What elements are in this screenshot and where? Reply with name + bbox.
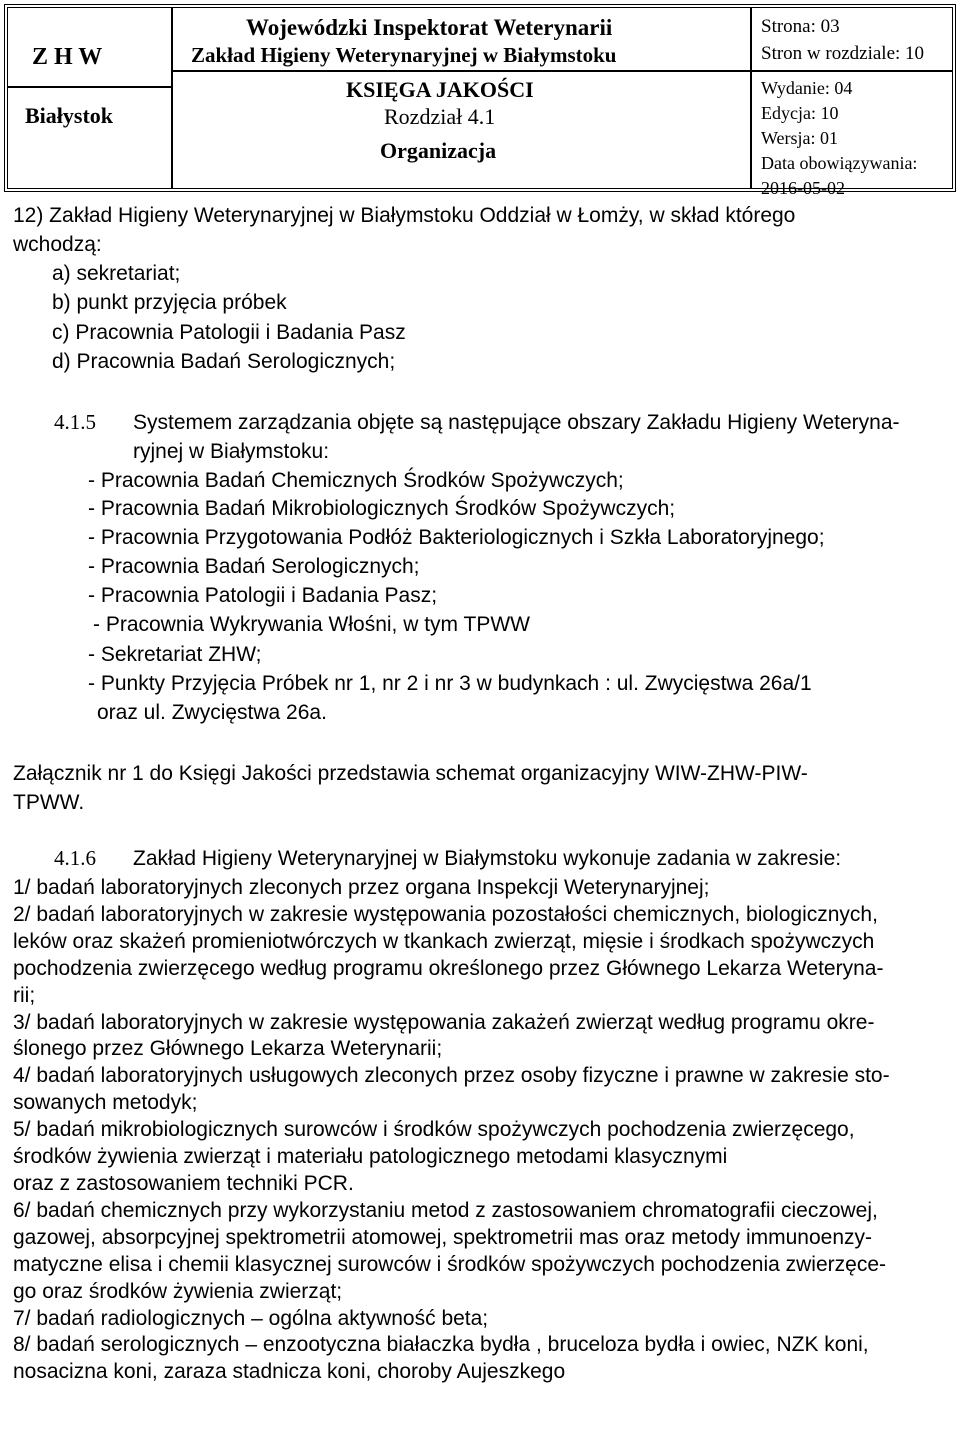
section416-body [13, 875, 946, 1386]
section415-line: ryjnej w Białymstoku: [133, 440, 330, 463]
paragraph-line: oraz z zastosowaniem techniki PCR. [13, 1171, 354, 1195]
list-item: c) Pracownia Patologii i Badania Pasz [52, 321, 406, 344]
list-item: - Pracownia Badań Mikrobiologicznych Środków Spożywczych; [88, 497, 676, 520]
list-item: d) Pracownia Badań Serologicznych; [52, 350, 396, 373]
list-item: - Pracownia Badań Serologicznych; [88, 555, 420, 578]
section12-line: 12) Zakład Higieny Weterynaryjnej w Białymstoku Oddział w Łomży, w skład którego [13, 204, 796, 227]
list-item: a) sekretariat; [52, 262, 181, 285]
paragraph-line: 8/ badań serologicznych – enzootyczna białaczka bydła , bruceloza bydła i owiec, NZK koni, [13, 1333, 869, 1357]
header-valid-from-date: 2016-05-02 [761, 178, 845, 198]
header-org-code: Z H W [32, 44, 103, 70]
header-chapter-title: Organizacja [380, 138, 497, 163]
header-divider [8, 86, 171, 88]
header-book-title: KSIĘGA JAKOŚCI [346, 77, 534, 102]
header-inspectorate: Wojewódzki Inspektorat Weterynarii [246, 15, 613, 40]
header-divider [171, 70, 750, 72]
paragraph-line: rii; [13, 983, 36, 1007]
paragraph-line: ślonego przez Głównego Lekarza Weterynarii; [13, 1037, 443, 1061]
header-valid-from-label: Data obowiązywania: [761, 153, 918, 173]
header-institution: Zakład Higieny Weterynaryjnej w Białymstoku [191, 43, 617, 67]
annex-line: TPWW. [13, 791, 85, 814]
document-header [4, 4, 956, 198]
list-item: - Sekretariat ZHW; [88, 643, 262, 666]
header-issue: Wydanie: 04 [761, 78, 853, 98]
section415-line: Systemem zarządzania objęte są następujące obszary Zakładu Higieny Weteryna- [133, 411, 900, 434]
paragraph-line: 1/ badań laboratoryjnych zleconych przez organa Inspekcji Weterynaryjnej; [13, 876, 710, 899]
list-item: oraz ul. Zwycięstwa 26a. [97, 701, 327, 724]
header-page-number: Strona: 03 [761, 16, 840, 37]
paragraph-line: matyczne elisa i chemii klasycznej surowców i środków spożywczych pochodzenia zwierzęce- [13, 1252, 886, 1276]
paragraph-line: środków żywienia zwierząt i materiału patologicznego metodami klasycznymi [13, 1145, 728, 1169]
header-version: Wersja: 01 [761, 128, 839, 148]
paragraph-line: sowanych metodyk; [13, 1091, 198, 1115]
paragraph-line: gazowej, absorpcyjnej spektrometrii atomowej, spektrometrii mas oraz metody immunoenzy- [13, 1225, 872, 1249]
section-number: 4.1.5 [54, 410, 96, 434]
list-item: - Pracownia Przygotowania Podłóż Bakteriologicznych i Szkła Laboratoryjnego; [88, 526, 825, 549]
paragraph-line: leków oraz skażeń promieniotwórczych w tkankach zwierząt, mięsie i środkach spożywczych [13, 929, 875, 953]
paragraph-line: 3/ badań laboratoryjnych w zakresie występowania zakażeń zwierząt według programu okre- [13, 1010, 875, 1034]
header-divider [750, 8, 752, 188]
list-item: - Pracownia Patologii i Badania Pasz; [88, 584, 438, 607]
section12-line: wchodzą: [13, 233, 102, 256]
paragraph-line: 4/ badań laboratoryjnych usługowych zleconych przez osoby fizyczne i prawne w zakresie sto- [13, 1064, 890, 1088]
header-divider [171, 8, 173, 188]
paragraph-line: nosacizna koni, zaraza stadnicza koni, choroby Aujeszkego [13, 1360, 566, 1384]
list-item: - Pracownia Wykrywania Włośni, w tym TPWW [93, 613, 530, 636]
header-divider [750, 70, 952, 72]
section416-intro: Zakład Higieny Weterynaryjnej w Białymstoku wykonuje zadania w zakresie: [133, 847, 842, 870]
paragraph-line: 6/ badań chemicznych przy wykorzystaniu metod z zastosowaniem chromatografii cieczowej, [13, 1198, 878, 1222]
section-number: 4.1.6 [54, 846, 96, 870]
list-item: - Punkty Przyjęcia Próbek nr 1, nr 2 i nr 3 w budynkach : ul. Zwycięstwa 26a/1 [88, 672, 812, 695]
header-city: Białystok [25, 103, 114, 128]
annex-line: Załącznik nr 1 do Księgi Jakości przedstawia schemat organizacyjny WIW-ZHW-PIW- [13, 762, 808, 785]
header-pages-in-chapter: Stron w rozdziale: 10 [761, 43, 925, 64]
list-item: b) punkt przyjęcia próbek [52, 291, 287, 314]
paragraph-line: 2/ badań laboratoryjnych w zakresie występowania pozostałości chemicznych, biologicznych, [13, 902, 878, 926]
header-chapter: Rozdział 4.1 [384, 104, 496, 129]
header-edition: Edycja: 10 [761, 103, 839, 123]
paragraph-line: 7/ badań radiologicznych – ogólna aktywność beta; [13, 1306, 489, 1330]
paragraph-line: 5/ badań mikrobiologicznych surowców i środków spożywczych pochodzenia zwierzęcego, [13, 1118, 855, 1142]
paragraph-line: go oraz środków żywienia zwierząt; [13, 1279, 343, 1303]
paragraph-line: pochodzenia zwierzęcego według programu określonego przez Głównego Lekarza Weteryna- [13, 956, 884, 980]
list-item: - Pracownia Badań Chemicznych Środków Spożywczych; [88, 469, 624, 492]
